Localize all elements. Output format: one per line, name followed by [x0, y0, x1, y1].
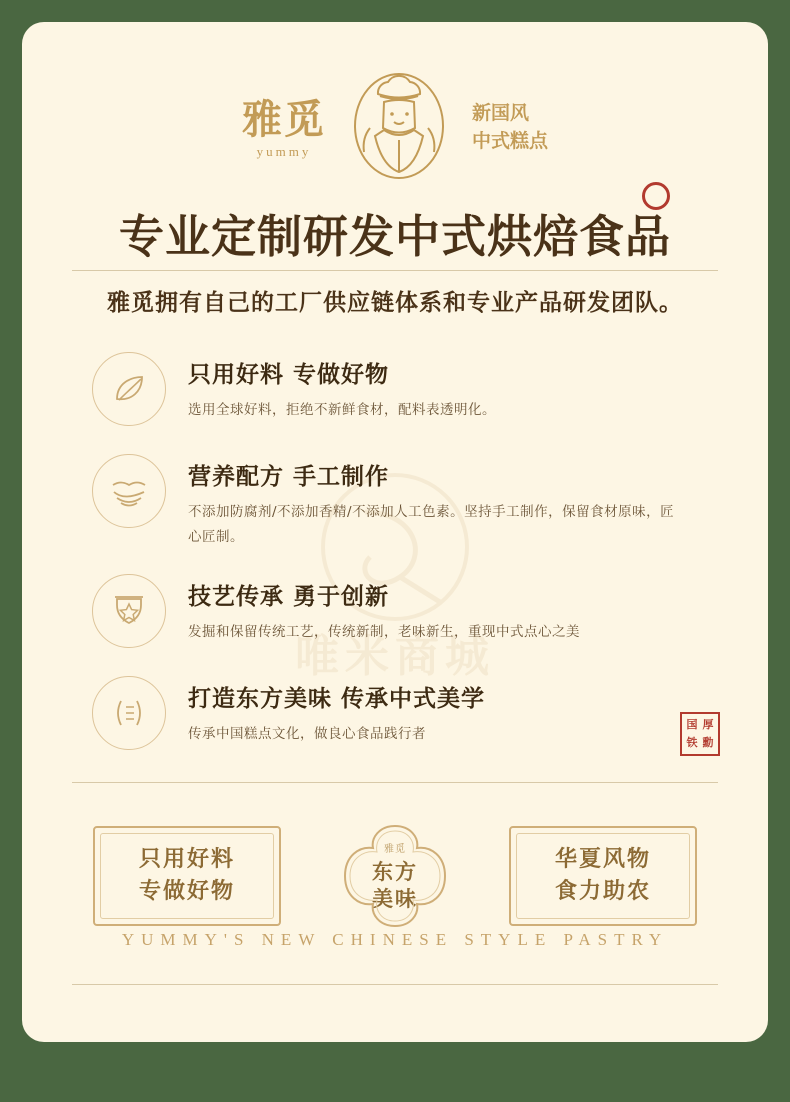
feature-item	[92, 352, 712, 430]
feature-body	[188, 676, 485, 747]
feature-title: 营养配方 手工制作	[188, 464, 390, 490]
badge-line: 华夏风物	[554, 846, 651, 873]
seal-char: 厚	[702, 717, 714, 731]
hands-icon	[92, 454, 166, 528]
feature-desc: 传承中国糕点文化，做良心食品践行者	[188, 725, 426, 742]
brand-name-cn: 雅觅	[241, 97, 326, 143]
feature-title: 打造东方美味 传承中式美学	[188, 685, 486, 712]
poster-card	[22, 22, 768, 1042]
tagline-line-1: 新国风	[471, 102, 529, 125]
footer-tagline: YUMMY'S NEW CHINESE STYLE PASTRY	[121, 930, 669, 949]
chef-portrait-icon	[340, 64, 458, 182]
leaf-icon	[92, 352, 166, 426]
seal-char: 国	[686, 717, 698, 731]
red-seal-stamp	[680, 712, 720, 756]
feature-title: 技艺传承 勇于创新	[188, 583, 390, 610]
seal-char: 勳	[702, 735, 714, 749]
watermark-text: 唯米商城	[295, 631, 495, 682]
badge-line: 东方	[372, 858, 418, 884]
badge-agriculture	[509, 826, 697, 926]
badge-line: 只用好料	[138, 846, 235, 873]
divider-middle	[72, 782, 718, 783]
feature-body	[188, 454, 688, 550]
brand-tagline	[472, 90, 548, 155]
feature-body	[188, 574, 580, 645]
feature-list	[92, 352, 712, 778]
feature-desc: 不添加防腐剂/不添加香精/不添加人工色素。坚持手工制作，保留食材原味，匠心匠制。	[188, 504, 675, 545]
feature-item	[92, 454, 712, 550]
page-title: 专业定制研发中式烘焙食品	[118, 210, 671, 263]
badge-line: 美味	[372, 886, 418, 911]
badge-small-label: 雅觅	[384, 843, 406, 855]
feature-title: 只用好料 专做好物	[188, 362, 390, 388]
brand-header	[22, 64, 768, 182]
title-accent-dot-icon	[642, 182, 670, 210]
feature-item	[92, 676, 712, 754]
divider-bottom	[72, 984, 718, 985]
badge-row	[22, 822, 768, 930]
badge-line: 专做好物	[138, 878, 235, 904]
divider-top	[72, 270, 718, 271]
feature-desc: 发掘和保留传统工艺，传统新制，老味新生，重现中式点心之美	[188, 623, 580, 640]
feature-item	[92, 574, 712, 652]
badge-quality	[93, 826, 281, 926]
star-medal-icon	[92, 574, 166, 648]
brand-wordmark	[242, 86, 326, 160]
scroll-icon	[92, 676, 166, 750]
feature-desc: 选用全球好料，拒绝不新鲜食材，配料表透明化。	[188, 402, 496, 418]
tagline-line-2: 中式糕点	[471, 130, 548, 152]
brand-name-en: yummy	[256, 144, 312, 159]
badge-oriental-taste	[335, 822, 455, 930]
badge-line: 食力助农	[554, 878, 651, 904]
feature-body	[188, 352, 496, 423]
seal-char: 铁	[686, 735, 698, 749]
page-subtitle: 雅觅拥有自己的工厂供应链体系和专业产品研发团队。	[107, 290, 683, 316]
